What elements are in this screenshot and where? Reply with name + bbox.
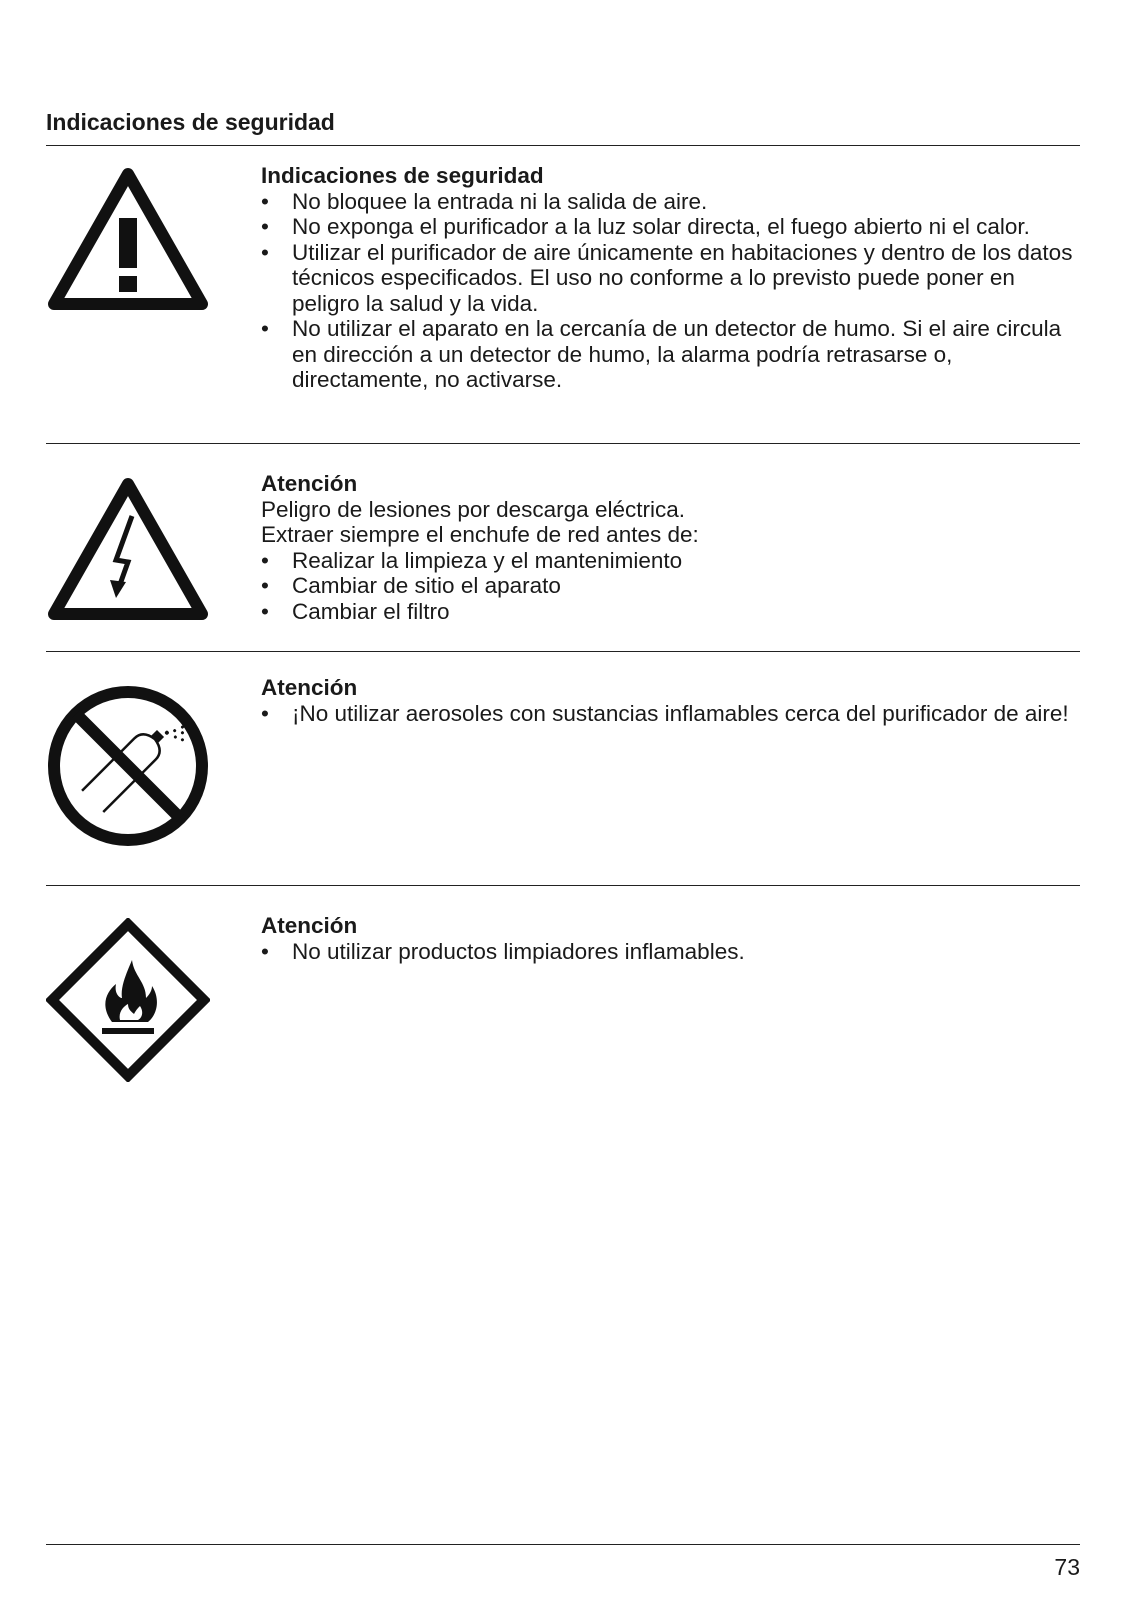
section-heading: Atención [261, 913, 358, 938]
paragraph-line: Extraer siempre el enchufe de red antes de: [261, 522, 699, 547]
section-heading: Atención [261, 675, 358, 700]
section-divider [46, 651, 1080, 652]
flammable-hazard-icon [46, 918, 210, 1082]
section-heading: Atención [261, 471, 358, 496]
general-warning-icon [46, 164, 210, 314]
list-item: • Realizar la limpieza y el mantenimiento [261, 548, 1081, 574]
page-number: 73 [1054, 1554, 1080, 1580]
list-item: • No exponga el purificador a la luz solar directa, el fuego abierto ni el calor. [261, 214, 1081, 240]
list-item: • No bloquee la entrada ni la salida de aire. [261, 189, 1081, 215]
no-aerosol-spray-icon [46, 684, 210, 848]
section-heading: Indicaciones de seguridad [261, 163, 544, 188]
bullet-list [261, 548, 1081, 625]
electric-shock-warning-icon [46, 474, 210, 624]
list-item: • Cambiar el filtro [261, 599, 1081, 625]
section-divider [46, 885, 1080, 886]
footer-rule [46, 1544, 1080, 1545]
list-item: • Cambiar de sitio el aparato [261, 573, 1081, 599]
bullet-list [261, 939, 1081, 965]
bullet-list [261, 189, 1081, 393]
page-header-title: Indicaciones de seguridad [46, 109, 335, 135]
list-item: • No utilizar productos limpiadores inflamables. [261, 939, 1081, 965]
list-item: • No utilizar el aparato en la cercanía de un detector de humo. Si el aire circula en dirección a un detector de humo, la alarma podría retrasarse o, directamente, no activarse. [261, 316, 1081, 393]
paragraph-line: Peligro de lesiones por descarga eléctrica. [261, 496, 685, 522]
section-divider [46, 443, 1080, 444]
list-item: • Utilizar el purificador de aire únicamente en habitaciones y dentro de los datos técnicos especificados. El uso no conforme a lo previsto puede poner en peligro la salud y la vida. [261, 240, 1081, 317]
bullet-list [261, 701, 1081, 727]
header-rule [46, 145, 1080, 146]
list-item: • ¡No utilizar aerosoles con sustancias inflamables cerca del purificador de aire! [261, 701, 1081, 727]
